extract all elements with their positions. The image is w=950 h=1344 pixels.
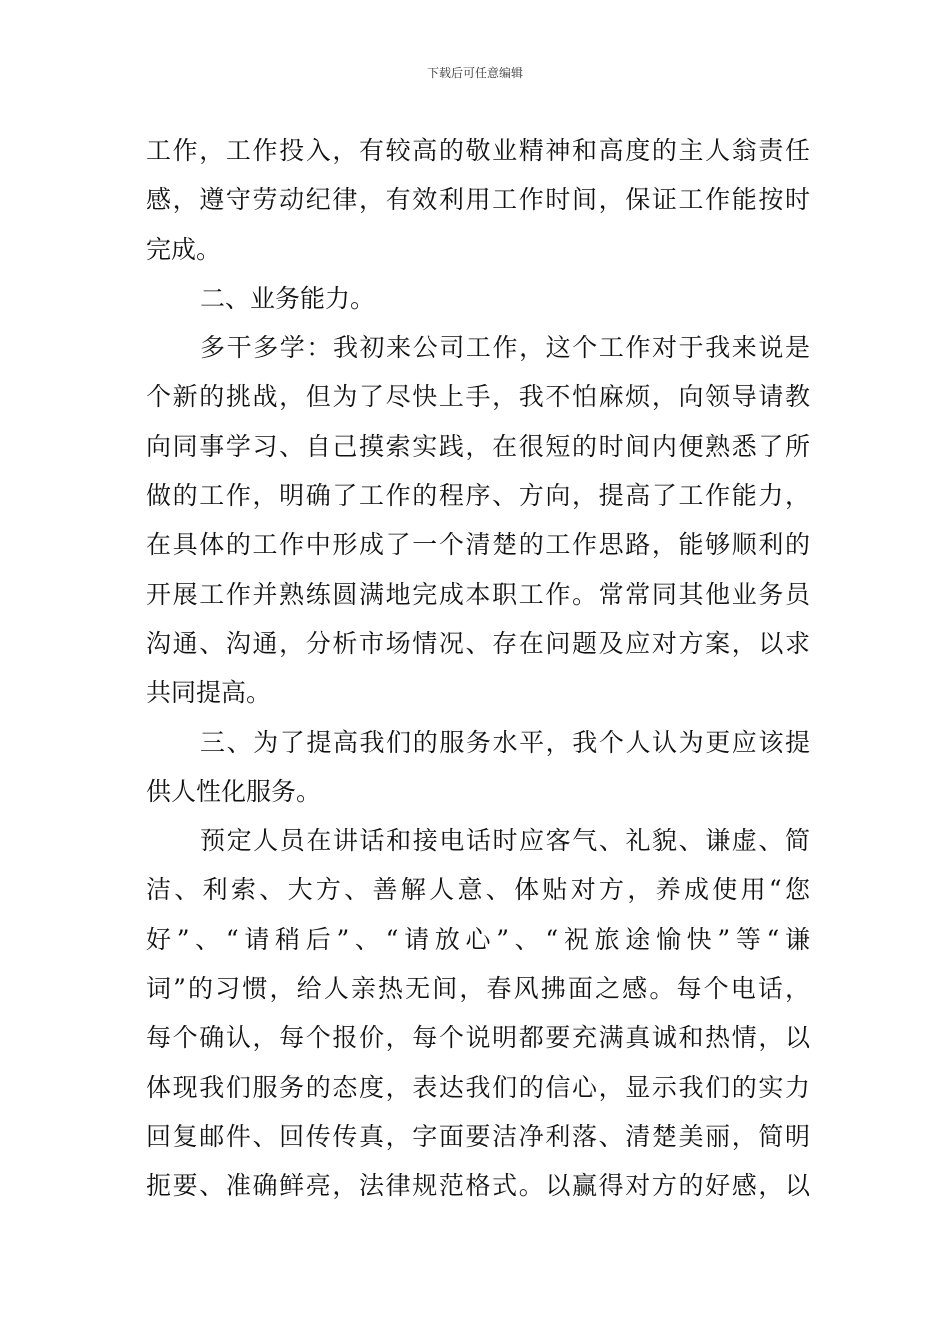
text-line: 预定人员在讲话和接电话时应客气、礼貌、谦虚、简 [200, 826, 810, 856]
text-line: 好”、“请稍后”、“请放心”、“祝旅途愉快”等“谦 [146, 924, 810, 954]
text-line: 多干多学：我初来公司工作，这个工作对于我来说是 [200, 333, 810, 363]
text-line: 个新的挑战，但为了尽快上手，我不怕麻烦，向领导请教 [146, 382, 810, 412]
body-text [146, 126, 810, 1211]
text-line: 回复邮件、回传传真，字面要洁净利落、清楚美丽，简明 [146, 1121, 810, 1151]
header-note: 下载后可任意编辑 [426, 66, 523, 80]
text-line: 共同提高。 [146, 678, 272, 708]
text-line: 每个确认，每个报价，每个说明都要充满真诚和热情，以 [146, 1023, 810, 1053]
section-heading: 三、为了提高我们的服务水平，我个人认为更应该提 [200, 727, 810, 757]
text-line: 完成。 [146, 234, 222, 264]
text-line: 向同事学习、自己摸索实践，在很短的时间内便熟悉了所 [146, 431, 810, 461]
text-line: 做的工作，明确了工作的程序、方向，提高了工作能力， [146, 481, 810, 511]
text-line: 感，遵守劳动纪律，有效利用工作时间，保证工作能按时 [146, 185, 810, 215]
text-line: 词”的习惯，给人亲热无间，春风拂面之感。每个电话， [146, 974, 810, 1004]
text-line: 开展工作并熟练圆满地完成本职工作。常常同其他业务员 [146, 579, 810, 609]
text-line: 扼要、准确鲜亮，法律规范格式。以赢得对方的好感，以 [146, 1171, 810, 1201]
section-heading: 二、业务能力。 [200, 283, 376, 313]
text-line: 工作，工作投入，有较高的敬业精神和高度的主人翁责任 [146, 136, 810, 165]
text-line: 供人性化服务。 [146, 776, 322, 806]
text-line: 体现我们服务的态度，表达我们的信心，显示我们的实力 [146, 1072, 810, 1102]
text-line: 在具体的工作中形成了一个清楚的工作思路，能够顺利的 [146, 530, 810, 560]
text-line: 洁、利索、大方、善解人意、体贴对方，养成使用“您 [146, 875, 810, 905]
text-line: 沟通、沟通，分析市场情况、存在问题及应对方案，以求 [146, 628, 810, 658]
